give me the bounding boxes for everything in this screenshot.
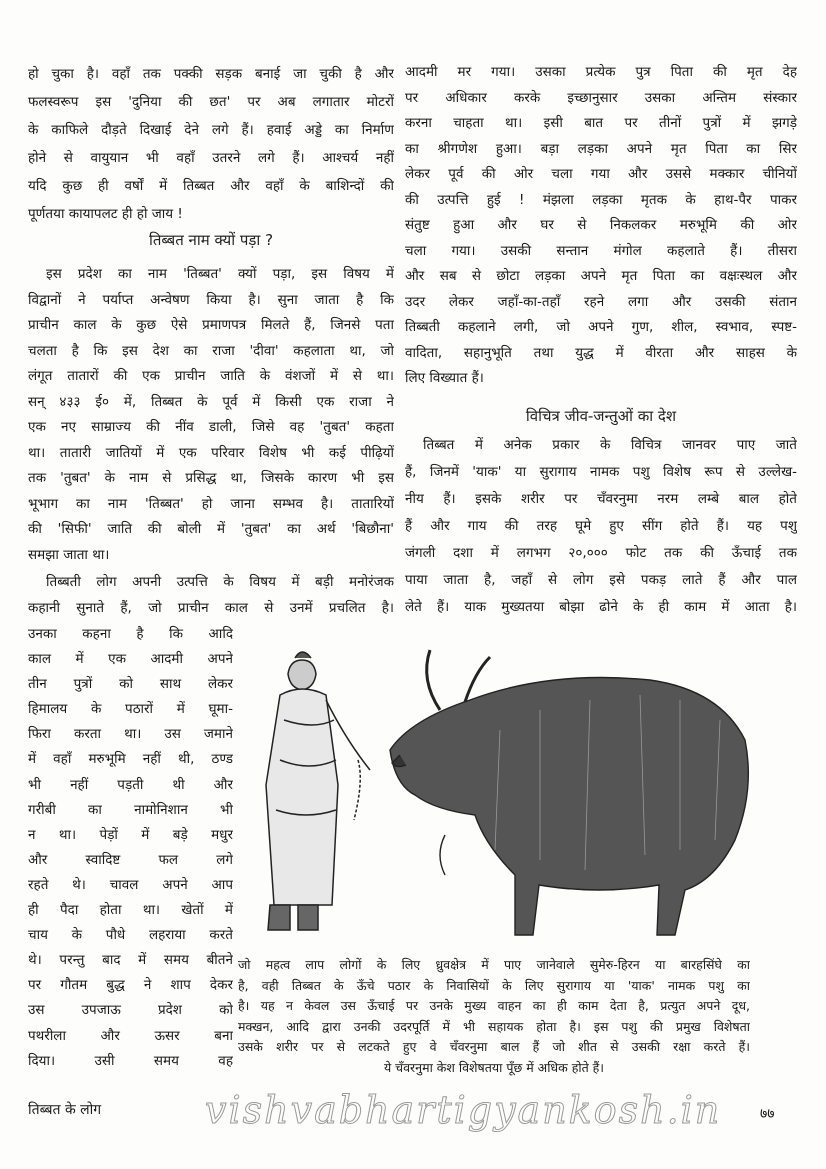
text-line: तिब्बत में अनेक प्रकार के विचित्र जानवर पाए जाते xyxy=(423,437,797,453)
text-line: हो चुका है। वहाँ तक पक्की सड़क बनाई जा चुकी है और xyxy=(28,66,394,82)
text-line: चला गया। उसकी सन्तान मंगोल कहलाते हैं। तीसरा xyxy=(405,242,797,259)
text-line: उस उपजाऊ प्रदेश को xyxy=(28,1002,233,1019)
man-figure xyxy=(266,652,370,930)
text-line: दिया। उसी समय वह xyxy=(28,1052,233,1069)
text-line: ये चँवरनुमा केश विशेषतया पूँछ में अधिक होते हैं। xyxy=(383,1059,605,1075)
text-line: उसके शरीर पर से लटकते हुए वे चँवरनुमा बाल हैं जो शीत से उसकी रक्षा करते हैं। xyxy=(238,1039,750,1054)
text-line: समझा जाता था। xyxy=(28,546,110,563)
text-line: की 'सिफी' जाति की बोली में 'तुबत' का अर्थ 'बिछौना' xyxy=(28,521,394,537)
text-line: काल में एक आदमी अपने xyxy=(28,651,233,668)
text-line: में वहाँ मरुभूमि नहीं थी, ठण्ड xyxy=(28,751,233,768)
text-line: संतुष्ट हुआ और घर से निकलकर मरुभूमि की ओर xyxy=(405,217,797,233)
text-line: है। यह न केवल उस ऊँचाई पर उनके मुख्य वाहन का ही काम देता है, प्रत्युत अपने दूध, xyxy=(238,998,750,1013)
left-paragraph-legend-intro xyxy=(28,569,394,621)
section-heading-animals: विचित्र जीव-जन्तुओं का देश xyxy=(525,407,677,425)
text-line: लंगूत तातारों की एक प्राचीन जाति के वंशजों में से था। xyxy=(28,368,394,384)
text-line: पर गौतम बुद्ध ने शाप देकर xyxy=(28,977,233,994)
text-line: कहानी सुनाते हैं, जो प्राचीन काल से उनमें प्रचलित है। xyxy=(28,600,394,616)
text-line: की उत्पत्ति हुई ! मंझला लड़का मृतक के हाथ-पैर पाकर xyxy=(405,191,797,208)
text-line: थे। परन्तु बाद में समय बीतने xyxy=(28,952,233,969)
text-line: और स्वादिष्ट फल लगे xyxy=(28,851,233,868)
text-line: तिब्बती कहलाने लगी, जो अपने गुण, शील, स्वभाव, स्पष्ट- xyxy=(405,319,797,335)
text-line: हैं और गाय की तरह घूमे हुए सींग होते हैं। यह पशु xyxy=(405,518,797,534)
page-number: ७७ xyxy=(760,1106,775,1122)
text-line: होने से वायुयान भी वहाँ उतरने लगे हैं। आश्चर्य नहीं xyxy=(28,150,394,166)
figure-caption xyxy=(238,955,750,1078)
illustration-man-with-yak xyxy=(240,640,760,945)
text-line: चलता है कि इस देश का राजा 'दीवा' कहलाता था, जो xyxy=(28,342,394,359)
text-line: ही पैदा होता था। खेतों में xyxy=(28,902,233,919)
text-line: एक नए साम्राज्य की नींव डाली, जिसे वह 'तुबत' कहता xyxy=(28,419,394,435)
text-line: हिमालय के पठारों में घूमा- xyxy=(28,701,233,718)
text-line: न था। पेड़ों में बड़े मधुर xyxy=(28,826,233,843)
yak-figure xyxy=(390,650,748,935)
text-line: चाय के पौधे लहराया करते xyxy=(28,927,233,944)
right-paragraph-legend xyxy=(405,60,797,392)
text-line: विद्वानों ने पर्याप्त अन्वेषण किया है। सुना जाता है कि xyxy=(28,291,394,308)
left-narrow-paragraph xyxy=(28,622,233,1074)
right-paragraph-yak xyxy=(405,432,797,621)
text-line: यदि कुछ ही वर्षों में तिब्बत और वहाँ के बाशिन्दों की xyxy=(28,178,394,194)
watermark: vishvabhartigyankosh.in xyxy=(205,1088,722,1132)
text-line: रहते थे। चावल अपने आप xyxy=(28,876,233,893)
text-line: सन् ४३३ ई० में, तिब्बत के पूर्व में किसी एक राजा ने xyxy=(28,393,394,410)
text-line: फिरा करता था। उस जमाने xyxy=(28,726,233,743)
text-line: का श्रीगणेश हुआ। बड़ा लड़का अपने मृत पिता का सिर xyxy=(405,140,797,157)
text-line: तिब्बती लोग अपनी उत्पत्ति के विषय में बड़ी मनोरंजक xyxy=(46,574,394,590)
text-line: पर अधिकार करके इच्छानुसार उसका अन्तिम संस्कार xyxy=(405,89,797,106)
text-line: जो महत्व लाप लोगों के लिए ध्रुवक्षेत्र में पाए जानेवाले सुमेरु-हिरन या बारहसिंघे का xyxy=(238,957,750,972)
left-intro-paragraph xyxy=(28,60,394,228)
text-line: था। तातारी जातियों में एक परिवार विशेष भी कई पीढ़ियों xyxy=(28,444,394,461)
text-line: पथरीला और ऊसर बना xyxy=(28,1027,233,1044)
text-line: के काफिले दौड़ते दिखाई देने लगे हैं। हवाई अड्डे का निर्माण xyxy=(28,122,394,138)
text-line: है, वही तिब्बत के ऊँचे पठार के निवासियों के लिए सुरागाय या 'याक' नामक पशु का xyxy=(238,977,750,993)
text-line: भी नहीं पड़ती थी और xyxy=(28,776,233,793)
text-line: गरीबी का नामोनिशान भी xyxy=(28,801,233,818)
text-line: प्राचीन काल के कुछ ऐसे प्रमाणपत्र मिलते हैं, जिनसे पता xyxy=(28,317,394,333)
text-line: आदमी मर गया। उसका प्रत्येक पुत्र पिता की मृत देह xyxy=(405,64,797,80)
text-line: और सब से छोटा लड़का अपने मृत पिता का वक्षःस्थल और xyxy=(405,268,797,284)
text-line: तक 'तुबत' के नाम से प्रसिद्ध था, जिसके कारण भी इस xyxy=(28,470,394,486)
text-line: करना चाहता था। इसी बात पर तीनों पुत्रों में झगड़े xyxy=(405,115,797,131)
text-line: नीय हैं। इसके शरीर पर चँवरनुमा नरम लम्बे बाल होते xyxy=(405,491,797,507)
text-line: तीन पुत्रों को साथ लेकर xyxy=(28,676,233,693)
text-line: लेते हैं। याक मुख्यतया बोझा ढोने के ही काम में आता है। xyxy=(405,599,797,615)
text-line: लेकर पूर्व की ओर चला गया और उससे मक्कार चीनियों xyxy=(405,166,797,182)
text-line: भूभाग का नाम 'तिब्बत' हो जाना सम्भव है। तातारियों xyxy=(28,495,394,512)
text-line: लिए विख्यात हैं। xyxy=(405,370,484,386)
section-heading-tibet-name: तिब्बत नाम क्यों पड़ा ? xyxy=(148,231,274,249)
text-line: हैं, जिनमें 'याक' या सुरागाय नामक पशु विशेष रूप से उल्लेख- xyxy=(405,464,797,480)
text-line: उदर लेकर जहाँ-का-तहाँ रहने लगा और उसकी संतान xyxy=(405,293,797,310)
text-line: पाया जाता है, जहाँ से लोग इसे पकड़ लाते हैं और पाल xyxy=(405,572,797,588)
text-line: पूर्णतया कायापलट ही हो जाय ! xyxy=(28,206,183,222)
text-line: इस प्रदेश का नाम 'तिब्बत' क्यों पड़ा, इस विषय में xyxy=(46,266,394,282)
text-line: उनका कहना है कि आदि xyxy=(28,626,233,642)
text-line: फलस्वरूप इस 'दुनिया की छत' पर अब लगातार मोटरों xyxy=(28,94,394,110)
left-paragraph-name-origin xyxy=(28,262,394,568)
text-line: वादिता, सहानुभूति तथा युद्ध में वीरता और साहस के xyxy=(405,344,797,361)
text-line: जंगली दशा में लगभग २०,००० फोट तक की ऊँचाई तक xyxy=(405,545,797,561)
running-footer-book-title: तिब्बत के लोग xyxy=(28,1102,102,1118)
text-line: मक्खन, आदि द्वारा उनकी उदरपूर्ति में भी सहायक होता है। इस पशु की प्रमुख विशेषता xyxy=(238,1018,750,1034)
